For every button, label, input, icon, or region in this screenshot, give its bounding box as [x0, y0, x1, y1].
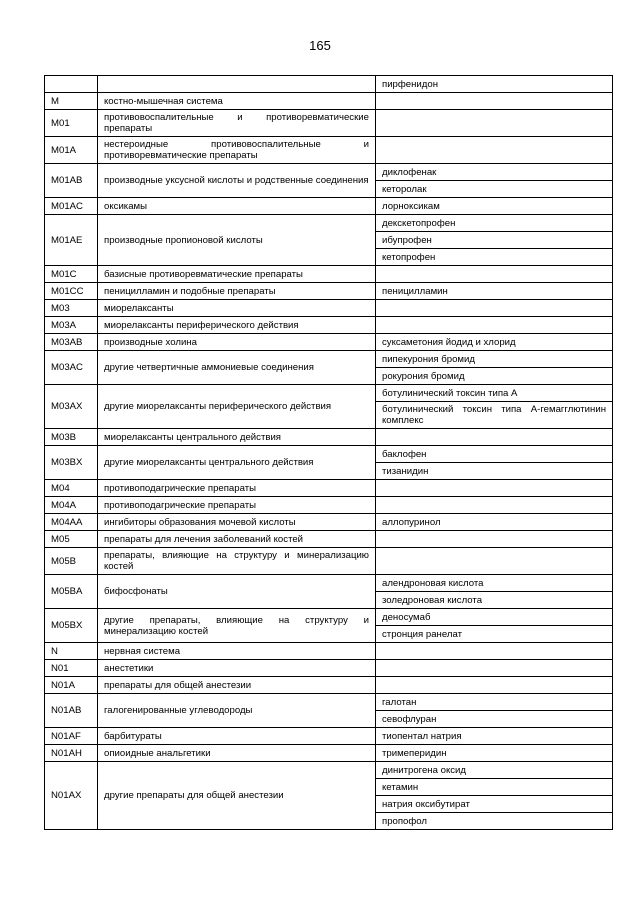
table-row: [45, 497, 613, 514]
table-row: [45, 548, 613, 575]
drug-name: [376, 677, 613, 694]
group-name: противоподагрические препараты: [98, 497, 376, 514]
drug-name: динитрогена оксид: [376, 762, 613, 779]
drug-name: [376, 660, 613, 677]
group-name: противовоспалительные и противоревматические препараты: [98, 110, 376, 137]
group-name: препараты, влияющие на структуру и минерализацию костей: [98, 548, 376, 575]
group-name: анестетики: [98, 660, 376, 677]
table-row: [45, 660, 613, 677]
group-name: [98, 76, 376, 93]
table-row: [45, 480, 613, 497]
drug-name: [376, 137, 613, 164]
table-row: [45, 446, 613, 463]
atc-code: M01AC: [45, 198, 98, 215]
drug-name: деносумаб: [376, 609, 613, 626]
table-row: [45, 110, 613, 137]
table-row: [45, 531, 613, 548]
group-name: другие препараты, влияющие на структуру и минерализацию костей: [98, 609, 376, 643]
drug-name: [376, 531, 613, 548]
drug-name: рокурония бромид: [376, 368, 613, 385]
table-row: [45, 266, 613, 283]
atc-code: M03A: [45, 317, 98, 334]
table-row: [45, 300, 613, 317]
group-name: препараты для общей анестезии: [98, 677, 376, 694]
drug-name: [376, 93, 613, 110]
drug-name: золедроновая кислота: [376, 592, 613, 609]
group-name: базисные противоревматические препараты: [98, 266, 376, 283]
atc-code: N01: [45, 660, 98, 677]
atc-code: M04A: [45, 497, 98, 514]
drug-name: баклофен: [376, 446, 613, 463]
group-name: производные уксусной кислоты и родственные соединения: [98, 164, 376, 198]
table-row: [45, 728, 613, 745]
table-row: [45, 762, 613, 779]
table-row: [45, 745, 613, 762]
atc-code: M05BA: [45, 575, 98, 609]
drug-name: пропофол: [376, 813, 613, 830]
table-row: [45, 317, 613, 334]
group-name: оксикамы: [98, 198, 376, 215]
atc-code: M05B: [45, 548, 98, 575]
group-name: нестероидные противовоспалительные и противоревматические препараты: [98, 137, 376, 164]
atc-code: M04AA: [45, 514, 98, 531]
group-name: препараты для лечения заболеваний костей: [98, 531, 376, 548]
table-row: [45, 514, 613, 531]
group-name: нервная система: [98, 643, 376, 660]
group-name: барбитураты: [98, 728, 376, 745]
table-row: [45, 643, 613, 660]
atc-code: M: [45, 93, 98, 110]
drug-name: пипекурония бромид: [376, 351, 613, 368]
atc-code: M03B: [45, 429, 98, 446]
drug-name: декскетопрофен: [376, 215, 613, 232]
atc-code: M05BX: [45, 609, 98, 643]
drug-name: [376, 110, 613, 137]
atc-code: M03AB: [45, 334, 98, 351]
drug-name: кетопрофен: [376, 249, 613, 266]
table-row: [45, 93, 613, 110]
group-name: производные пропионовой кислоты: [98, 215, 376, 266]
drug-name: севофлуран: [376, 711, 613, 728]
group-name: галогенированные углеводороды: [98, 694, 376, 728]
atc-drug-table: [44, 75, 613, 830]
table-body: [45, 76, 613, 830]
drug-name: тримеперидин: [376, 745, 613, 762]
drug-name: [376, 480, 613, 497]
drug-name: натрия оксибутират: [376, 796, 613, 813]
table-row: [45, 76, 613, 93]
drug-name: тизанидин: [376, 463, 613, 480]
atc-code: M01C: [45, 266, 98, 283]
atc-code: M01CC: [45, 283, 98, 300]
drug-name: стронция ранелат: [376, 626, 613, 643]
group-name: другие миорелаксанты периферического действия: [98, 385, 376, 429]
group-name: другие препараты для общей анестезии: [98, 762, 376, 830]
drug-name: [376, 429, 613, 446]
atc-code: M03AC: [45, 351, 98, 385]
table-row: [45, 575, 613, 592]
atc-code: N: [45, 643, 98, 660]
group-name: противоподагрические препараты: [98, 480, 376, 497]
group-name: миорелаксанты: [98, 300, 376, 317]
group-name: другие четвертичные аммониевые соединения: [98, 351, 376, 385]
atc-code: M03BX: [45, 446, 98, 480]
atc-code: N01A: [45, 677, 98, 694]
group-name: миорелаксанты центрального действия: [98, 429, 376, 446]
drug-name: [376, 300, 613, 317]
drug-name: кеторолак: [376, 181, 613, 198]
table-row: [45, 137, 613, 164]
drug-name: галотан: [376, 694, 613, 711]
drug-name: лорноксикам: [376, 198, 613, 215]
atc-code: N01AH: [45, 745, 98, 762]
group-name: пеницилламин и подобные препараты: [98, 283, 376, 300]
atc-code: M05: [45, 531, 98, 548]
table-row: [45, 429, 613, 446]
drug-name: [376, 497, 613, 514]
table-row: [45, 283, 613, 300]
page-number: 165: [309, 38, 331, 53]
group-name: бифосфонаты: [98, 575, 376, 609]
group-name: миорелаксанты периферического действия: [98, 317, 376, 334]
table-row: [45, 215, 613, 232]
table-row: [45, 351, 613, 368]
drug-name: аллопуринол: [376, 514, 613, 531]
group-name: производные холина: [98, 334, 376, 351]
table-row: [45, 164, 613, 181]
atc-code: M03: [45, 300, 98, 317]
drug-name: [376, 548, 613, 575]
atc-code: M01: [45, 110, 98, 137]
drug-name: кетамин: [376, 779, 613, 796]
atc-code: M04: [45, 480, 98, 497]
drug-name: тиопентал натрия: [376, 728, 613, 745]
drug-name: [376, 266, 613, 283]
group-name: ингибиторы образования мочевой кислоты: [98, 514, 376, 531]
drug-name: ботулинический токсин типа А-гемагглютинин комплекс: [376, 402, 613, 429]
table-row: [45, 694, 613, 711]
atc-code: M03AX: [45, 385, 98, 429]
drug-name: [376, 317, 613, 334]
drug-name: диклофенак: [376, 164, 613, 181]
table-row: [45, 385, 613, 402]
table-row: [45, 677, 613, 694]
table-row: [45, 609, 613, 626]
atc-code: M01AE: [45, 215, 98, 266]
atc-code: M01AB: [45, 164, 98, 198]
atc-code: M01A: [45, 137, 98, 164]
table-row: [45, 334, 613, 351]
drug-name: пирфенидон: [376, 76, 613, 93]
drug-name: суксаметония йодид и хлорид: [376, 334, 613, 351]
drug-name: ибупрофен: [376, 232, 613, 249]
atc-code: [45, 76, 98, 93]
group-name: опиоидные анальгетики: [98, 745, 376, 762]
drug-name: [376, 643, 613, 660]
drug-name: пеницилламин: [376, 283, 613, 300]
group-name: костно-мышечная система: [98, 93, 376, 110]
drug-name: ботулинический токсин типа А: [376, 385, 613, 402]
atc-code: N01AF: [45, 728, 98, 745]
atc-code: N01AB: [45, 694, 98, 728]
drug-name: алендроновая кислота: [376, 575, 613, 592]
table-row: [45, 198, 613, 215]
group-name: другие миорелаксанты центрального действия: [98, 446, 376, 480]
atc-code: N01AX: [45, 762, 98, 830]
